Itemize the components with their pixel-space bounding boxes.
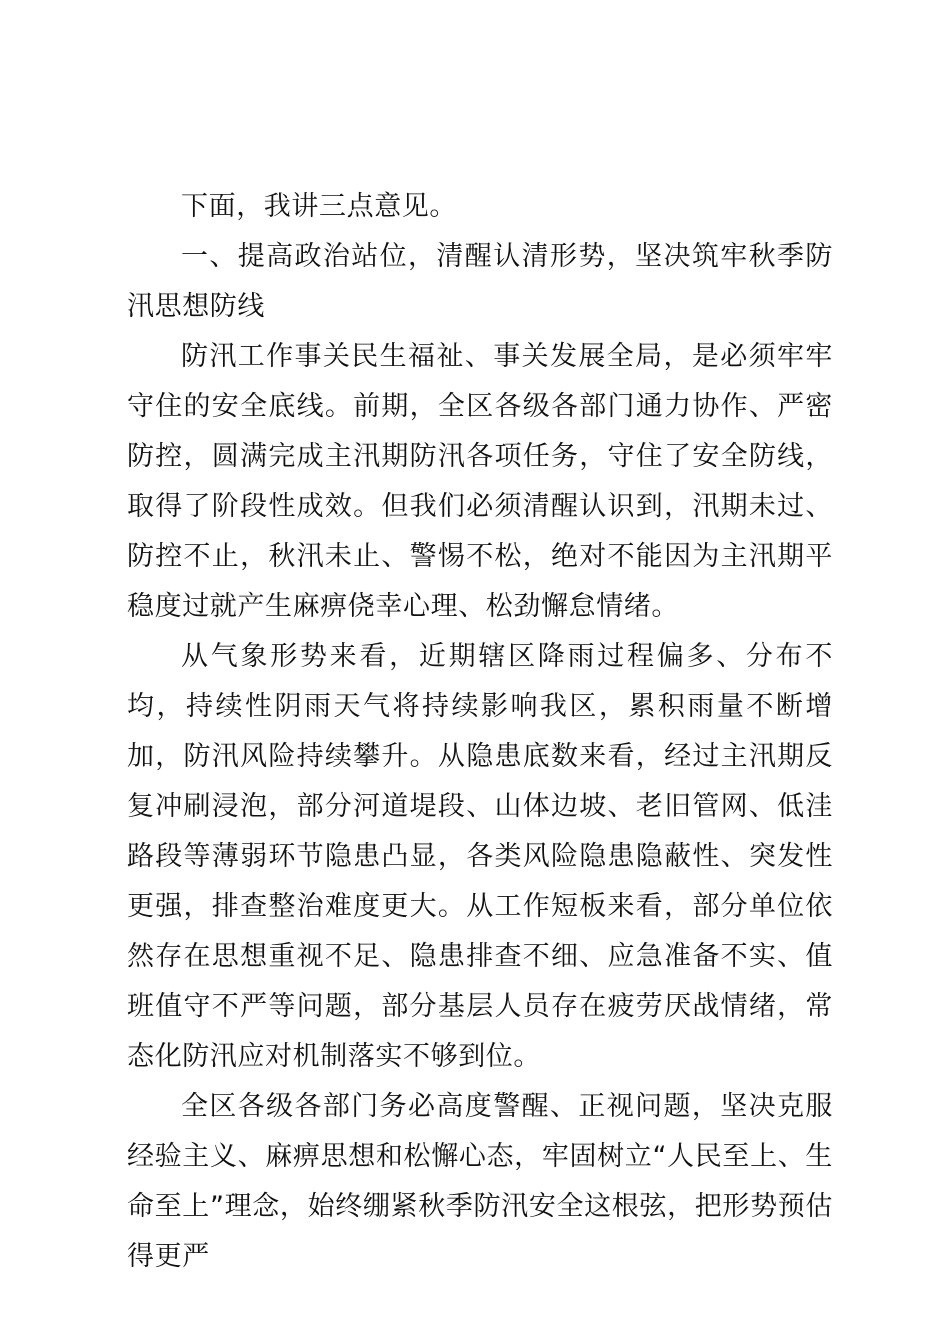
document-body — [127, 182, 833, 1282]
paragraph-intro: 下面，我讲三点意见。 — [181, 191, 457, 222]
paragraph-body: 从气象形势来看，近期辖区降雨过程偏多、分布不均，持续性阴雨天气将持续影响我区，累积雨量不断增加，防汛风险持续攀升。从隐患底数来看，经过主汛期反复冲刷浸泡，部分河道堤段、山体边坡、老旧管网、低洼路段等薄弱环节隐患凸显，各类风险隐患隐蔽性、突发性更强，排查整治难度更大。从工作短板来看，部分单位依然存在思想重视不足、隐患排查不细、应急准备不实、值班值守不严等问题，部分基层人员存在疲劳厌战情绪，常态化防汛应对机制落实不够到位。 — [127, 641, 833, 1072]
section-heading-1: 一、提高政治站位，清醒认清形势，坚决筑牢秋季防汛思想防线 — [127, 241, 833, 322]
paragraph-body: 全区各级各部门务必高度警醒、正视问题，坚决克服经验主义、麻痹思想和松懈心态，牢固树立“人民至上、生命至上”理念，始终绷紧秋季防汛安全这根弦，把形势预估得更严 — [127, 1091, 833, 1272]
paragraph-body: 防汛工作事关民生福祉、事关发展全局，是必须牢牢守住的安全底线。前期，全区各级各部门通力协作、严密防控，圆满完成主汛期防汛各项任务，守住了安全防线，取得了阶段性成效。但我们必须清醒认识到，汛期未过、防控不止，秋汛未止、警惕不松，绝对不能因为主汛期平稳度过就产生麻痹侥幸心理、松劲懈怠情绪。 — [127, 341, 833, 622]
